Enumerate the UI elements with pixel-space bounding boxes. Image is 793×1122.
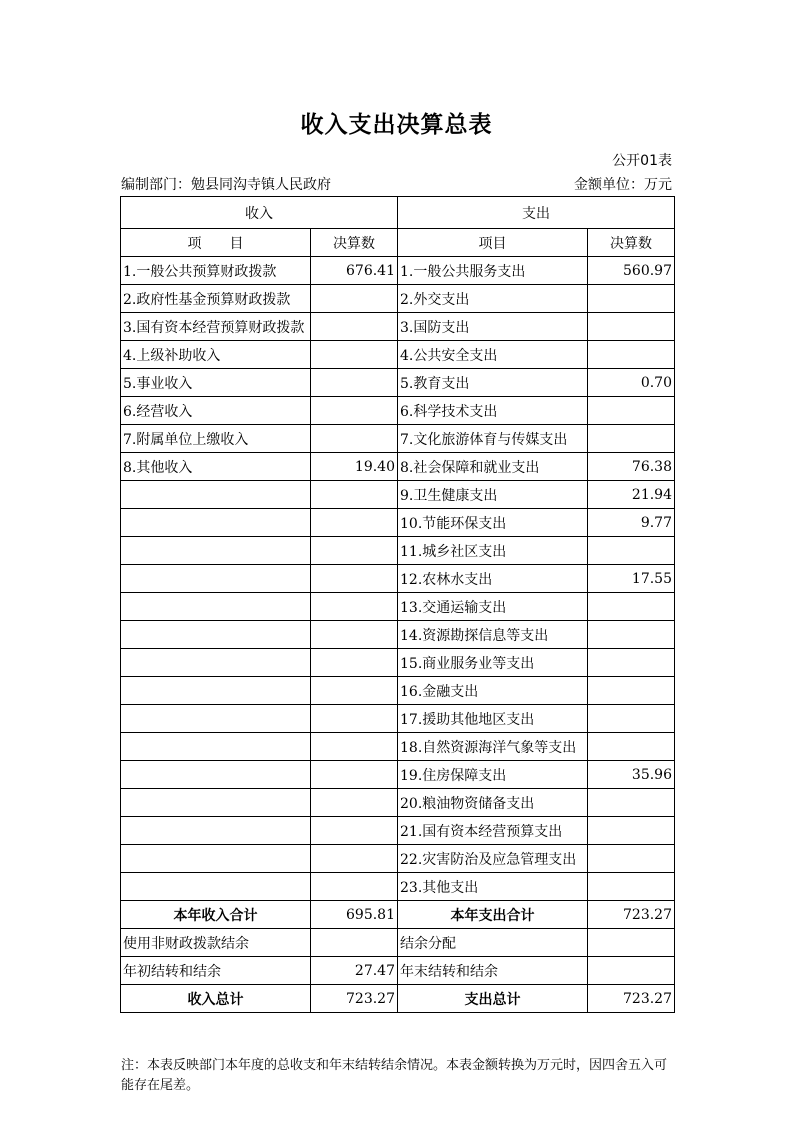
income-value-cell <box>311 649 398 677</box>
expense-value-cell <box>588 733 675 761</box>
expense-value-cell: 9.77 <box>588 509 675 537</box>
income-item-cell: 3.国有资本经营预算财政拨款 <box>121 313 311 341</box>
income-item-cell: 8.其他收入 <box>121 453 311 481</box>
income-item-cell <box>121 845 311 873</box>
expense-header: 支出 <box>398 197 675 229</box>
expense-item-cell: 20.粮油物资储备支出 <box>398 789 588 817</box>
income-value-cell <box>311 397 398 425</box>
expense-value-cell <box>588 789 675 817</box>
table-row <box>121 341 675 369</box>
expense-item-cell: 22.灾害防治及应急管理支出 <box>398 845 588 873</box>
table-row <box>121 593 675 621</box>
table-row <box>121 509 675 537</box>
footnote: 注：本表反映部门本年度的总收支和年末结转结余情况。本表金额转换为万元时，因四舍五入可能存在尾差。 <box>121 1058 668 1093</box>
table-row <box>121 397 675 425</box>
table-row <box>121 313 675 341</box>
expense-item-cell: 6.科学技术支出 <box>398 397 588 425</box>
expense-value-cell <box>588 621 675 649</box>
income-value-cell <box>311 313 398 341</box>
expense-value-cell <box>588 397 675 425</box>
expense-item-cell: 17.援助其他地区支出 <box>398 705 588 733</box>
income-value-cell <box>311 677 398 705</box>
table-row <box>121 929 675 957</box>
income-item-cell <box>121 817 311 845</box>
income-value-cell <box>311 873 398 901</box>
expense-value-cell <box>588 845 675 873</box>
table-row <box>121 817 675 845</box>
income-item-cell: 1.一般公共预算财政拨款 <box>121 257 311 285</box>
table-group-header <box>121 197 675 229</box>
income-item-cell <box>121 565 311 593</box>
expense-item-header: 项目 <box>398 229 588 257</box>
expense-value-cell <box>588 285 675 313</box>
income-item-cell <box>121 705 311 733</box>
income-value-cell <box>311 733 398 761</box>
income-value-cell <box>311 537 398 565</box>
income-value-cell <box>311 817 398 845</box>
expense-item-cell: 15.商业服务业等支出 <box>398 649 588 677</box>
expense-value-cell <box>588 313 675 341</box>
year-income-value: 695.81 <box>311 901 398 929</box>
table-row <box>121 733 675 761</box>
table-row <box>121 957 675 985</box>
income-item-cell: 4.上级补助收入 <box>121 341 311 369</box>
income-expense-table <box>120 196 675 1013</box>
expense-value-cell <box>588 677 675 705</box>
income-value-cell: 676.41 <box>311 257 398 285</box>
table-row <box>121 425 675 453</box>
expense-value-cell <box>588 649 675 677</box>
balance-alloc-value <box>588 929 675 957</box>
table-row <box>121 789 675 817</box>
income-item-cell <box>121 649 311 677</box>
income-value-cell <box>311 341 398 369</box>
expense-item-cell: 23.其他支出 <box>398 873 588 901</box>
income-item-cell <box>121 761 311 789</box>
income-value-cell <box>311 565 398 593</box>
non-fiscal-value <box>311 929 398 957</box>
expense-item-cell: 21.国有资本经营预算支出 <box>398 817 588 845</box>
income-value-cell <box>311 481 398 509</box>
non-fiscal-label: 使用非财政拨款结余 <box>121 929 311 957</box>
income-value-cell <box>311 425 398 453</box>
table-column-header <box>121 229 675 257</box>
income-item-cell <box>121 509 311 537</box>
income-total-value: 723.27 <box>311 985 398 1013</box>
income-total-label: 收入总计 <box>121 985 311 1013</box>
expense-total-label: 支出总计 <box>398 985 588 1013</box>
end-balance-label: 年末结转和结余 <box>398 957 588 985</box>
expense-item-cell: 5.教育支出 <box>398 369 588 397</box>
expense-item-cell: 16.金融支出 <box>398 677 588 705</box>
expense-item-cell: 3.国防支出 <box>398 313 588 341</box>
table-body <box>121 257 675 901</box>
table-row <box>121 285 675 313</box>
income-item-header: 项 目 <box>121 229 311 257</box>
expense-value-cell: 17.55 <box>588 565 675 593</box>
page-title: 收入支出决算总表 <box>300 112 493 138</box>
table-row <box>121 705 675 733</box>
table-row <box>121 621 675 649</box>
table-row <box>121 453 675 481</box>
begin-balance-value: 27.47 <box>311 957 398 985</box>
income-value-cell <box>311 509 398 537</box>
income-header: 收入 <box>121 197 398 229</box>
expense-value-cell <box>588 705 675 733</box>
expense-item-cell: 8.社会保障和就业支出 <box>398 453 588 481</box>
end-balance-value <box>588 957 675 985</box>
income-value-cell <box>311 621 398 649</box>
income-value-cell <box>311 593 398 621</box>
table-row <box>121 677 675 705</box>
expense-value-cell <box>588 341 675 369</box>
expense-value-cell <box>588 537 675 565</box>
expense-value-cell <box>588 873 675 901</box>
expense-item-cell: 12.农林水支出 <box>398 565 588 593</box>
income-item-cell <box>121 789 311 817</box>
table-row <box>121 761 675 789</box>
expense-item-cell: 18.自然资源海洋气象等支出 <box>398 733 588 761</box>
table-row <box>121 565 675 593</box>
expense-value-cell <box>588 817 675 845</box>
expense-item-cell: 4.公共安全支出 <box>398 341 588 369</box>
income-item-cell <box>121 733 311 761</box>
expense-item-cell: 1.一般公共服务支出 <box>398 257 588 285</box>
income-value-cell <box>311 845 398 873</box>
table-row <box>121 845 675 873</box>
expense-value-cell: 76.38 <box>588 453 675 481</box>
form-code: 公开01表 <box>612 153 672 169</box>
expense-item-cell: 2.外交支出 <box>398 285 588 313</box>
expense-item-cell: 19.住房保障支出 <box>398 761 588 789</box>
balance-alloc-label: 结余分配 <box>398 929 588 957</box>
expense-item-cell: 14.资源勘探信息等支出 <box>398 621 588 649</box>
table-row <box>121 873 675 901</box>
expense-value-cell <box>588 425 675 453</box>
begin-balance-label: 年初结转和结余 <box>121 957 311 985</box>
income-item-cell: 2.政府性基金预算财政拨款 <box>121 285 311 313</box>
income-item-cell <box>121 677 311 705</box>
income-value-cell <box>311 789 398 817</box>
income-item-cell: 5.事业收入 <box>121 369 311 397</box>
unit-label: 金额单位：万元 <box>574 177 672 193</box>
table-row <box>121 649 675 677</box>
table-row <box>121 257 675 285</box>
income-amount-header: 决算数 <box>311 229 398 257</box>
income-item-cell <box>121 873 311 901</box>
income-item-cell <box>121 481 311 509</box>
expense-amount-header: 决算数 <box>588 229 675 257</box>
expense-item-cell: 7.文化旅游体育与传媒支出 <box>398 425 588 453</box>
year-income-label: 本年收入合计 <box>121 901 311 929</box>
year-expense-label: 本年支出合计 <box>398 901 588 929</box>
table-row <box>121 369 675 397</box>
income-value-cell <box>311 369 398 397</box>
expense-item-cell: 11.城乡社区支出 <box>398 537 588 565</box>
expense-value-cell <box>588 593 675 621</box>
year-expense-value: 723.27 <box>588 901 675 929</box>
expense-item-cell: 10.节能环保支出 <box>398 509 588 537</box>
income-item-cell <box>121 621 311 649</box>
income-item-cell: 6.经营收入 <box>121 397 311 425</box>
income-value-cell <box>311 761 398 789</box>
table-row <box>121 901 675 929</box>
income-value-cell <box>311 285 398 313</box>
table-row <box>121 481 675 509</box>
expense-total-value: 723.27 <box>588 985 675 1013</box>
expense-value-cell: 35.96 <box>588 761 675 789</box>
table-row <box>121 985 675 1013</box>
income-item-cell <box>121 593 311 621</box>
income-item-cell: 7.附属单位上缴收入 <box>121 425 311 453</box>
income-value-cell: 19.40 <box>311 453 398 481</box>
expense-value-cell: 0.70 <box>588 369 675 397</box>
income-value-cell <box>311 705 398 733</box>
expense-item-cell: 13.交通运输支出 <box>398 593 588 621</box>
expense-value-cell: 21.94 <box>588 481 675 509</box>
department-label: 编制部门：勉县同沟寺镇人民政府 <box>121 177 331 193</box>
table-row <box>121 537 675 565</box>
income-item-cell <box>121 537 311 565</box>
expense-item-cell: 9.卫生健康支出 <box>398 481 588 509</box>
expense-value-cell: 560.97 <box>588 257 675 285</box>
